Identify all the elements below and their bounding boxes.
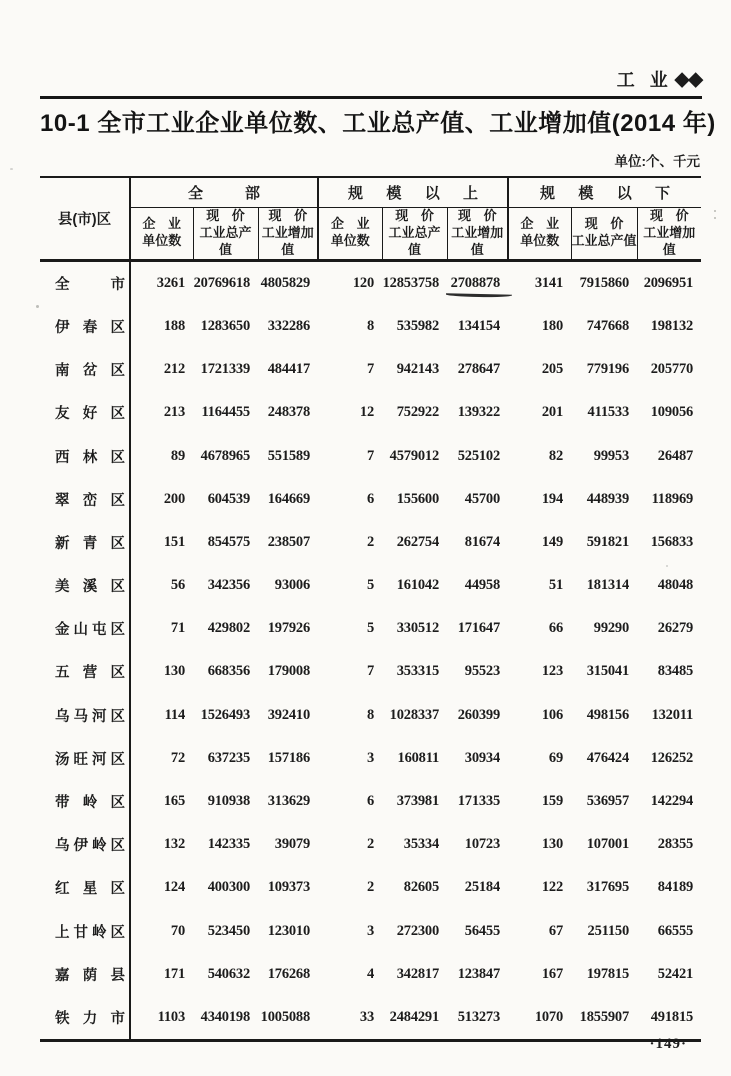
table-row: [40, 737, 701, 780]
cell-value: 238507: [267, 533, 311, 550]
cell-value: 93006: [274, 577, 311, 594]
cell-value: 854575: [207, 533, 250, 550]
cell-value: 251150: [587, 922, 630, 939]
cell-value: 260399: [457, 706, 501, 723]
table-title: 10-1 全市工业企业单位数、工业总产值、工业增加值(2014 年): [40, 110, 716, 137]
row-name: 友好区: [40, 391, 130, 434]
cell-value: 130: [163, 663, 185, 680]
pen-underlined-value: 2708878: [450, 274, 501, 291]
cell-value: 262754: [396, 533, 440, 550]
cell-value: 12: [359, 404, 375, 421]
cell-value: 149: [541, 533, 564, 550]
cell-value: 157186: [267, 749, 311, 766]
scan-speckle: [714, 210, 716, 212]
cell-value: 83485: [657, 663, 694, 680]
cell-value: 205770: [650, 361, 694, 378]
cell-value: 315041: [586, 663, 630, 680]
subcol-gross-output: 现 价 工业总产值: [571, 208, 637, 261]
cell-value: 123010: [267, 922, 311, 939]
cell-value: 272300: [396, 922, 440, 939]
cell-value: 66: [548, 620, 564, 637]
cell-value: 400300: [207, 879, 250, 896]
table-row: [40, 953, 701, 996]
cell-value: 910938: [207, 793, 250, 810]
cell-value: 668356: [207, 663, 250, 680]
cell-value: 180: [541, 317, 564, 334]
cell-value: 3: [366, 922, 375, 939]
table-row: [40, 564, 701, 607]
cell-value: 540632: [207, 965, 250, 982]
scan-speckle: [36, 305, 39, 308]
cell-value: 4: [366, 965, 375, 982]
cell-value: 491815: [650, 1008, 694, 1025]
cell-value: 535982: [396, 317, 440, 334]
scan-speckle: [714, 217, 716, 219]
cell-value: 4340198: [200, 1008, 250, 1025]
subcol-value-added: 现 价 工业增加值: [637, 208, 701, 261]
cell-value: 30934: [464, 749, 501, 766]
cell-value: [447, 260, 508, 305]
cell-value: 1526493: [200, 706, 250, 723]
cell-value: 109056: [650, 404, 694, 421]
cell-value: 525102: [457, 447, 501, 464]
cell-value: 411533: [587, 404, 630, 421]
running-head-label: 工 业: [616, 70, 669, 90]
cell-value: 99953: [593, 447, 630, 464]
cell-value: 72: [170, 749, 185, 766]
cell-value: 120: [352, 274, 375, 291]
cell-value: 1283650: [200, 317, 250, 334]
cell-value: 107001: [586, 836, 630, 853]
cell-value: 52421: [657, 965, 694, 982]
cell-value: 213: [163, 404, 185, 421]
row-name: 上甘岭区: [40, 909, 130, 952]
cell-value: 159: [541, 793, 564, 810]
row-name: 嘉荫县: [40, 953, 130, 996]
cell-value: 5: [366, 620, 375, 637]
cell-value: 181314: [586, 577, 630, 594]
statistics-table: [40, 176, 701, 1042]
table-row: [40, 348, 701, 391]
cell-value: 353315: [396, 663, 440, 680]
cell-value: 4579012: [389, 447, 440, 464]
cell-value: 44958: [464, 577, 501, 594]
scan-speckle: [10, 168, 13, 170]
cell-value: 69: [548, 749, 564, 766]
cell-value: 56: [170, 577, 185, 594]
cell-value: 81674: [464, 533, 501, 550]
cell-value: 448939: [586, 490, 630, 507]
row-name: 西林区: [40, 434, 130, 477]
subcol-enterprise-units: 企 业 单位数: [508, 208, 571, 261]
cell-value: 604539: [207, 490, 250, 507]
group-header-row: [40, 177, 701, 208]
subcol-gross-output: 现 价 工业总产值: [382, 208, 447, 261]
cell-value: 56455: [464, 922, 501, 939]
cell-value: 176268: [267, 965, 311, 982]
cell-value: 82605: [403, 879, 440, 896]
row-name: 金山屯区: [40, 607, 130, 650]
cell-value: 26279: [657, 620, 694, 637]
cell-value: 132011: [651, 706, 694, 723]
cell-value: 95523: [464, 663, 501, 680]
cell-value: 3141: [534, 274, 564, 291]
cell-value: 39079: [274, 836, 311, 853]
cell-value: 373981: [396, 793, 440, 810]
group-header-below-scale: 规模以下: [508, 177, 701, 208]
cell-value: 142335: [207, 836, 250, 853]
cell-value: 637235: [207, 749, 250, 766]
row-name: 乌马河区: [40, 694, 130, 737]
cell-value: 10723: [464, 836, 501, 853]
cell-value: 188: [163, 317, 185, 334]
cell-value: 179008: [267, 663, 311, 680]
running-head: [617, 66, 702, 92]
cell-value: 523450: [207, 922, 250, 939]
cell-value: 4678965: [200, 447, 250, 464]
cell-value: 106: [541, 706, 564, 723]
table-row: [40, 521, 701, 564]
cell-value: 779196: [586, 361, 630, 378]
cell-value: 8: [366, 317, 375, 334]
cell-value: 1070: [534, 1008, 564, 1025]
cell-value: 248378: [267, 404, 311, 421]
cell-value: 165: [163, 793, 185, 810]
cell-value: 89: [170, 447, 185, 464]
table-row: [40, 650, 701, 693]
table-row: [40, 478, 701, 521]
table-row: [40, 391, 701, 434]
cell-value: 212: [163, 361, 185, 378]
row-name: 新青区: [40, 521, 130, 564]
row-header-cell: [40, 177, 130, 260]
cell-value: 33: [359, 1008, 375, 1025]
row-name: 乌伊岭区: [40, 823, 130, 866]
cell-value: 151: [163, 533, 185, 550]
cell-value: 114: [164, 706, 185, 723]
cell-value: 132: [163, 836, 185, 853]
table-row: [40, 305, 701, 348]
cell-value: 513273: [457, 1008, 501, 1025]
cell-value: 35334: [403, 836, 440, 853]
cell-value: 942143: [396, 361, 440, 378]
cell-value: 67: [548, 922, 564, 939]
cell-value: 4805829: [260, 274, 311, 291]
table-row: [40, 866, 701, 909]
cell-value: 197815: [586, 965, 630, 982]
cell-value: 82: [548, 447, 564, 464]
cell-value: 45700: [464, 490, 501, 507]
cell-value: 2: [366, 836, 375, 853]
cell-value: 201: [541, 404, 564, 421]
table-body: [40, 260, 701, 1040]
subcol-gross-output: 现 价 工业总产值: [193, 208, 258, 261]
cell-value: 2: [366, 879, 375, 896]
cell-value: 197926: [267, 620, 311, 637]
cell-value: 28355: [657, 836, 694, 853]
cell-value: 161042: [396, 577, 440, 594]
scan-speckle: [666, 565, 668, 567]
cell-value: 7: [366, 361, 375, 378]
cell-value: 20769618: [193, 274, 250, 291]
cell-value: 109373: [267, 879, 311, 896]
cell-value: 25184: [464, 879, 501, 896]
table-row: [40, 996, 701, 1041]
row-name: 红星区: [40, 866, 130, 909]
cell-value: 12853758: [382, 274, 440, 291]
diamond-icons: ◆◆: [674, 68, 702, 90]
cell-value: 124: [163, 879, 185, 896]
cell-value: 134154: [457, 317, 501, 334]
cell-value: 3: [366, 749, 375, 766]
cell-value: 1164455: [201, 404, 250, 421]
cell-value: 2484291: [389, 1008, 440, 1025]
cell-value: 156833: [650, 533, 694, 550]
cell-value: 84189: [657, 879, 694, 896]
cell-value: 66555: [657, 922, 694, 939]
row-header-label: 县(市)区: [57, 211, 112, 228]
cell-value: 7915860: [579, 274, 630, 291]
cell-value: 6: [366, 490, 375, 507]
page-number: ·149·: [649, 1036, 687, 1052]
cell-value: 26487: [657, 447, 694, 464]
cell-value: 1005088: [260, 1008, 311, 1025]
cell-value: 48048: [657, 577, 694, 594]
row-name: 翠峦区: [40, 478, 130, 521]
cell-value: 171647: [457, 620, 501, 637]
cell-value: 752922: [396, 404, 440, 421]
cell-value: 99290: [593, 620, 630, 637]
cell-value: 171: [163, 965, 185, 982]
cell-value: 342356: [207, 577, 250, 594]
cell-value: 139322: [457, 404, 501, 421]
row-name: 全市: [40, 260, 130, 305]
cell-value: 2: [366, 533, 375, 550]
table-row: [40, 607, 701, 650]
cell-value: 51: [548, 577, 564, 594]
cell-value: 429802: [207, 620, 250, 637]
cell-value: 551589: [267, 447, 311, 464]
cell-value: 6: [366, 793, 375, 810]
cell-value: 123: [541, 663, 564, 680]
cell-value: 332286: [267, 317, 311, 334]
cell-value: 118969: [651, 490, 694, 507]
cell-value: 317695: [586, 879, 630, 896]
table-row: [40, 823, 701, 866]
cell-value: 536957: [586, 793, 630, 810]
table-row: [40, 260, 701, 305]
sub-header-row: [40, 208, 701, 261]
subcol-value-added: 现 价 工业增加值: [447, 208, 508, 261]
cell-value: 167: [541, 965, 564, 982]
cell-value: 342817: [396, 965, 440, 982]
row-name: 五营区: [40, 650, 130, 693]
cell-value: 392410: [267, 706, 311, 723]
cell-value: 164669: [267, 490, 311, 507]
cell-value: 278647: [457, 361, 501, 378]
cell-value: 476424: [586, 749, 630, 766]
cell-value: 130: [541, 836, 564, 853]
subcol-enterprise-units: 企 业 单位数: [318, 208, 382, 261]
cell-value: 171335: [457, 793, 501, 810]
cell-value: 198132: [650, 317, 694, 334]
cell-value: 155600: [396, 490, 440, 507]
cell-value: 747668: [586, 317, 630, 334]
row-name: 带岭区: [40, 780, 130, 823]
cell-value: 194: [541, 490, 564, 507]
subcol-value-added: 现 价 工业增加值: [258, 208, 318, 261]
group-header-total: 全部: [130, 177, 318, 208]
group-header-above-scale: 规模以上: [318, 177, 508, 208]
cell-value: 1028337: [389, 706, 440, 723]
cell-value: 5: [366, 577, 375, 594]
cell-value: 313629: [267, 793, 311, 810]
header-rule: [40, 96, 702, 99]
cell-value: 2096951: [643, 274, 694, 291]
cell-value: 126252: [650, 749, 694, 766]
table-row: [40, 909, 701, 952]
subcol-enterprise-units: 企 业 单位数: [130, 208, 193, 261]
table-row: [40, 780, 701, 823]
row-name: 南岔区: [40, 348, 130, 391]
cell-value: 484417: [267, 361, 311, 378]
cell-value: 1721339: [200, 361, 250, 378]
cell-value: 122: [541, 879, 564, 896]
cell-value: 160811: [397, 749, 440, 766]
cell-value: 591821: [586, 533, 630, 550]
cell-value: 498156: [586, 706, 630, 723]
cell-value: 123847: [457, 965, 501, 982]
cell-value: 70: [170, 922, 185, 939]
cell-value: 7: [366, 447, 375, 464]
cell-value: 330512: [396, 620, 440, 637]
row-name: 美溪区: [40, 564, 130, 607]
cell-value: 205: [541, 361, 564, 378]
cell-value: 3261: [156, 274, 185, 291]
row-name: 汤旺河区: [40, 737, 130, 780]
row-name: 铁力市: [40, 996, 130, 1041]
cell-value: 142294: [650, 793, 694, 810]
cell-value: 71: [170, 620, 185, 637]
unit-note: 单位:个、千元: [614, 154, 700, 169]
table-row: [40, 434, 701, 477]
cell-value: 200: [163, 490, 185, 507]
table-row: [40, 694, 701, 737]
cell-value: 1103: [157, 1008, 185, 1025]
cell-value: 8: [366, 706, 375, 723]
cell-value: 7: [366, 663, 375, 680]
row-name: 伊春区: [40, 305, 130, 348]
cell-value: 1855907: [579, 1008, 630, 1025]
